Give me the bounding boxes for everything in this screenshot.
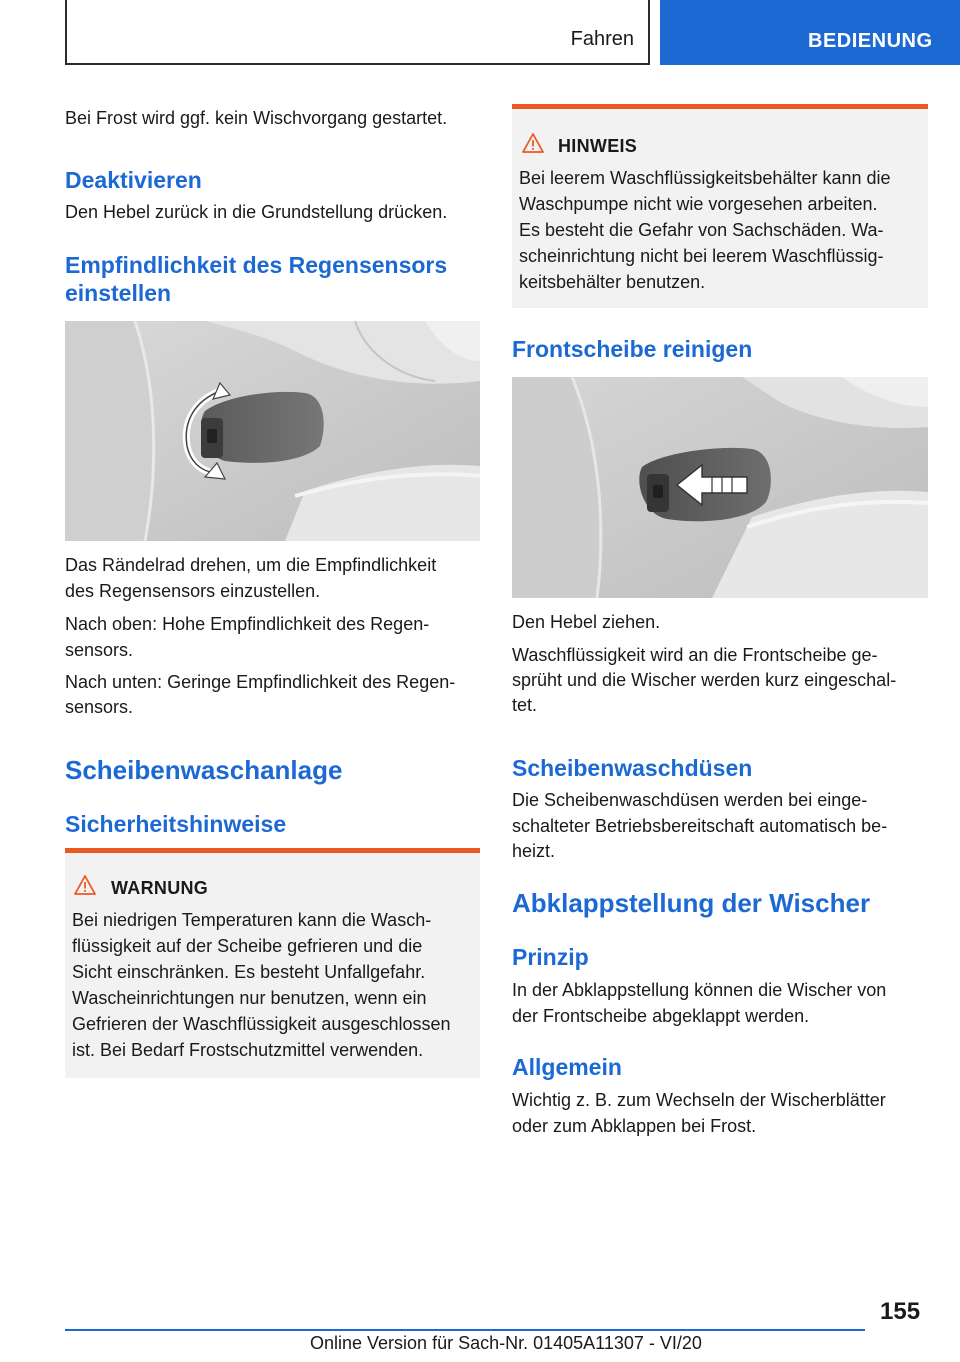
principle-text-1: In der Abklappstellung können die Wischer von (512, 980, 887, 1000)
intro-text: Bei Frost wird ggf. kein Wischvorgang gestartet. (65, 108, 448, 128)
note-text-2: Waschpumpe nicht wie vorgesehen arbeiten. (519, 194, 878, 214)
principle-heading: Prinzip (512, 944, 589, 970)
warning-text-3: Sicht einschränken. Es besteht Unfallgefahr. (72, 962, 426, 982)
header-section-title: Fahren (570, 28, 634, 50)
note-box (512, 104, 928, 308)
note-text-4: scheinrichtung nicht bei leerem Waschflüssig‐ (519, 246, 884, 266)
warning-text-5: Gefrieren der Waschflüssigkeit ausgeschlossen (72, 1014, 451, 1034)
note-text-5: keitsbehälter benutzen. (519, 272, 706, 292)
safety-notes-heading: Sicherheitshinweise (65, 811, 287, 837)
nozzles-text-3: heizt. (512, 841, 556, 861)
warning-triangle-icon (522, 133, 544, 153)
footer-divider (65, 1329, 865, 1331)
header-section-box (65, 0, 650, 65)
sensitivity-text-2: des Regensensors einzustellen. (65, 581, 321, 601)
warning-text-1: Bei niedrigen Temperaturen kann die Wasch‐ (72, 910, 432, 930)
deactivate-heading: Deaktivieren (65, 167, 202, 193)
warning-text-2: flüssigkeit auf der Scheibe gefrieren und die (72, 936, 423, 956)
sensitivity-heading-line2: einstellen (65, 280, 172, 306)
washer-system-heading: Scheibenwaschanlage (65, 755, 343, 785)
note-text-3: Es besteht die Gefahr von Sachschäden. Wa‐ (519, 220, 884, 240)
header-chapter-title: BEDIENUNG (808, 30, 933, 52)
sensitivity-text-5: Nach unten: Geringe Empfindlichkeit des Regen‐ (65, 672, 456, 692)
windshield-text-3: sprüht und die Wischer werden kurz eingeschal‐ (512, 670, 897, 690)
sensitivity-text-4: sensors. (65, 640, 134, 660)
page-number: 155 (880, 1298, 921, 1325)
windshield-text-1: Den Hebel ziehen. (512, 612, 661, 632)
windshield-clean-heading: Frontscheibe reinigen (512, 336, 753, 362)
sensitivity-text-6: sensors. (65, 697, 134, 717)
general-text-2: oder zum Abklappen bei Frost. (512, 1116, 757, 1136)
principle-text-2: der Frontscheibe abgeklappt werden. (512, 1006, 810, 1026)
warning-text-6: ist. Bei Bedarf Frostschutzmittel verwenden. (72, 1040, 424, 1060)
warning-title: WARNUNG (111, 878, 209, 898)
general-text-1: Wichtig z. B. zum Wechseln der Wischerblätter (512, 1090, 886, 1110)
fold-position-heading: Abklappstellung der Wischer (512, 888, 871, 918)
footer-online-version: Online Version für Sach-Nr. 01405A11307 - VI/20 (310, 1333, 702, 1353)
pull-lever-illustration (512, 377, 928, 598)
windshield-text-4: tet. (512, 695, 538, 715)
sensitivity-heading-line1: Empfindlichkeit des Regensensors (65, 252, 448, 278)
nozzles-text-2: schalteter Betriebsbereitschaft automatisch be‐ (512, 816, 888, 836)
washer-nozzles-heading: Scheibenwaschdüsen (512, 755, 753, 781)
note-title: HINWEIS (558, 136, 638, 156)
windshield-text-2: Waschflüssigkeit wird an die Frontscheibe ge‐ (512, 645, 878, 665)
header-chapter-tab (660, 0, 960, 65)
sensitivity-text-3: Nach oben: Hohe Empfindlichkeit des Regen‐ (65, 614, 430, 634)
sensitivity-text-1: Das Rändelrad drehen, um die Empfindlichkeit (65, 555, 437, 575)
warning-box (65, 848, 480, 1078)
nozzles-text-1: Die Scheibenwaschdüsen werden bei einge‐ (512, 790, 868, 810)
rain-sensor-wheel-illustration (65, 321, 480, 541)
note-text-1: Bei leerem Waschflüssigkeitsbehälter kann die (519, 168, 891, 188)
warning-text-4: Wascheinrichtungen nur benutzen, wenn ein (72, 988, 427, 1008)
warning-triangle-icon (74, 875, 96, 895)
deactivate-text: Den Hebel zurück in die Grundstellung drücken. (65, 202, 448, 222)
general-heading: Allgemein (512, 1054, 622, 1080)
